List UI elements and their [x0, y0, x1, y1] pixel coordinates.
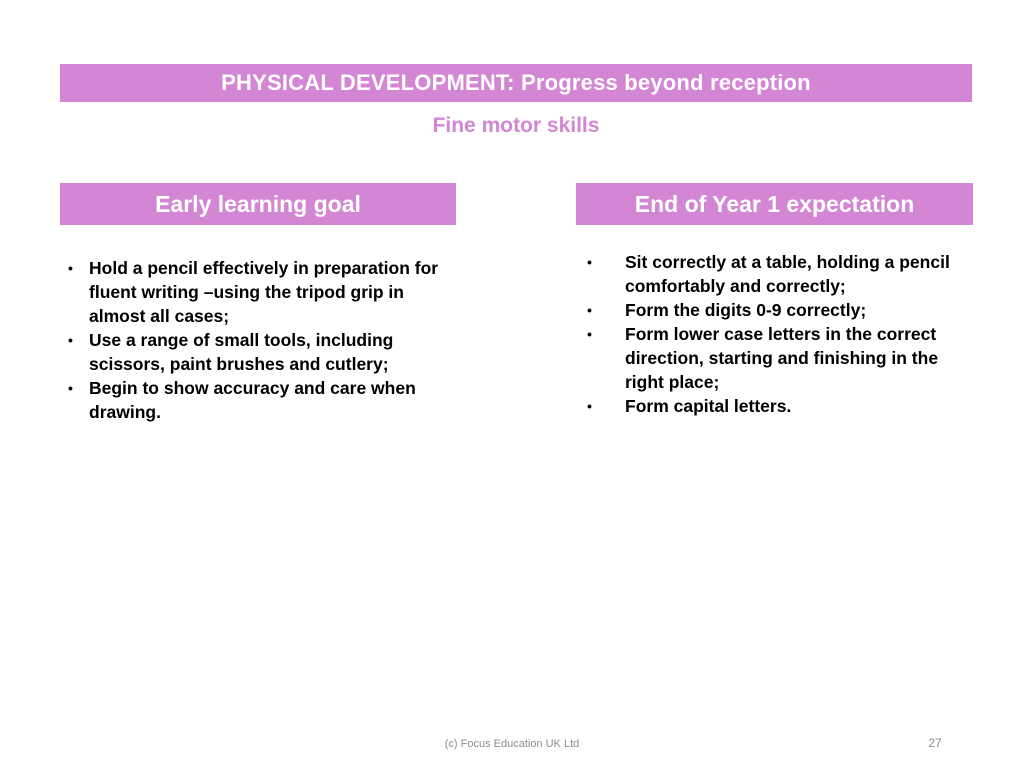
list-item — [582, 394, 972, 418]
list-item-text: Form lower case letters in the correct direction, starting and finishing in the right place; — [625, 324, 939, 392]
list-item — [582, 298, 972, 322]
list-item — [66, 256, 446, 328]
list-item — [66, 328, 446, 376]
year1-expectation-list — [582, 250, 972, 418]
early-learning-goal-list — [66, 256, 446, 424]
list-item-text: Use a range of small tools, including scissors, paint brushes and cutlery; — [89, 330, 394, 374]
bullet-icon: • — [587, 326, 592, 342]
list-item-text: Form capital letters. — [625, 396, 792, 416]
bullet-icon: • — [68, 380, 73, 396]
bullet-icon: • — [587, 302, 592, 318]
bullet-icon: • — [587, 398, 592, 414]
list-item — [582, 322, 972, 394]
title-banner — [60, 64, 972, 102]
page-subtitle: Fine motor skills — [432, 114, 600, 137]
copyright-footer: (c) Focus Education UK Ltd — [444, 738, 580, 750]
year1-expectation-header: End of Year 1 expectation — [576, 183, 973, 225]
page-title: PHYSICAL DEVELOPMENT: Progress beyond reception — [221, 70, 811, 95]
bullet-icon: • — [68, 260, 73, 276]
bullet-icon: • — [587, 254, 592, 270]
list-item — [66, 376, 446, 424]
early-learning-goal-header: Early learning goal — [60, 183, 456, 225]
list-item-text: Form the digits 0-9 correctly; — [625, 300, 867, 320]
bullet-icon: • — [68, 332, 73, 348]
list-item-text: Sit correctly at a table, holding a pencil comfortably and correctly; — [625, 252, 950, 296]
list-item — [582, 250, 972, 298]
list-item-text: Hold a pencil effectively in preparation for fluent writing –using the tripod grip in almost all cases; — [89, 258, 439, 326]
list-item-text: Begin to show accuracy and care when drawing. — [89, 378, 416, 422]
page-number: 27 — [928, 736, 942, 750]
